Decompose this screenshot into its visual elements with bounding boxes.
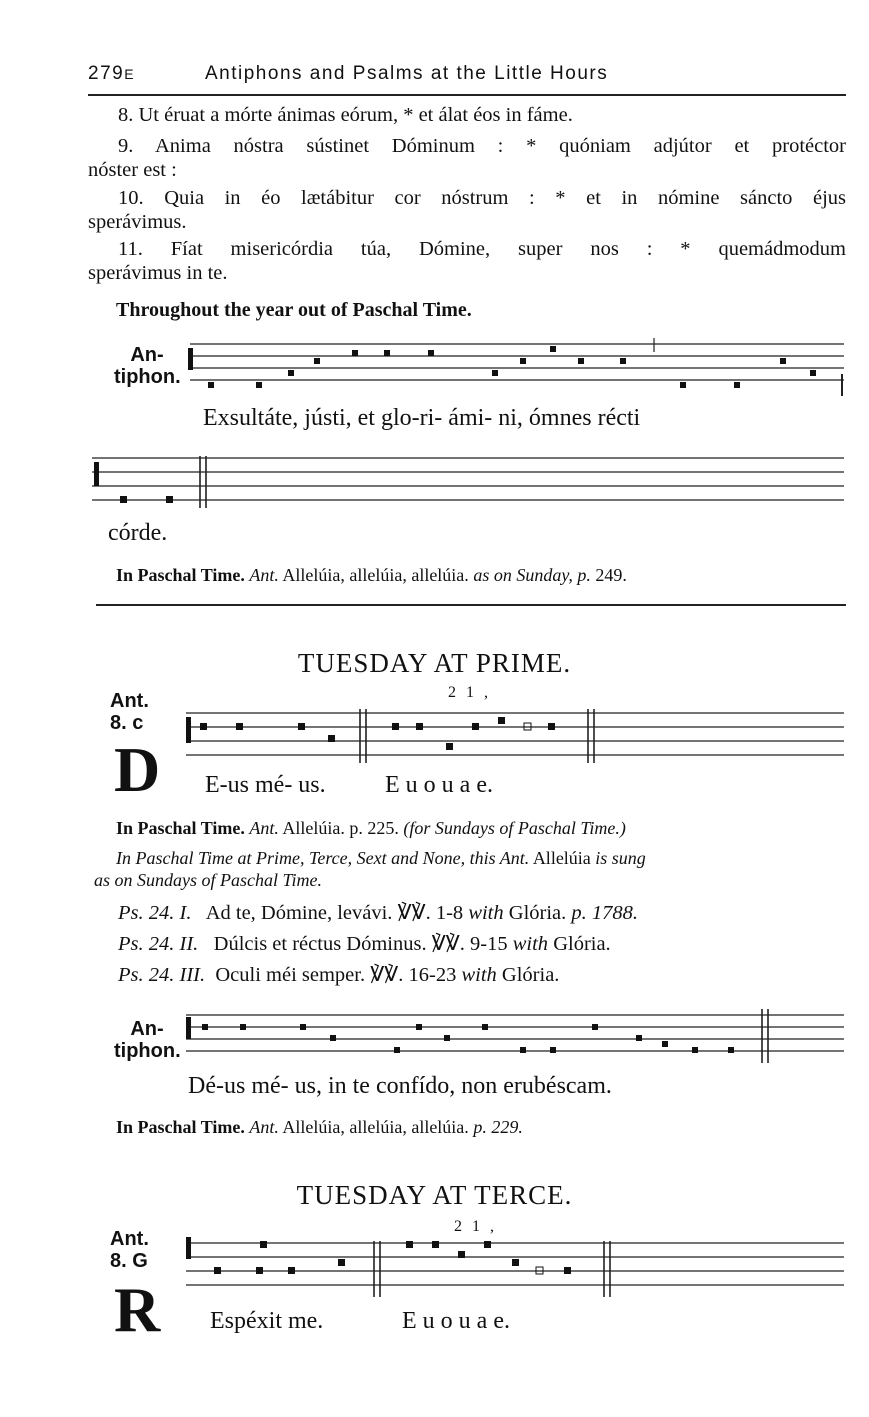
prime-initial: D [114,734,161,805]
antiphon1-lyric-2: córde. [108,520,168,546]
prime-numbers: 2 1 , [448,684,488,701]
prime-euouae: E u o u a e. [385,772,493,798]
psalm-line-1: Ps. 24. I. Ad te, Dómine, levávi. ℣℣. 1-8 with Glória. p. 1788. [118,902,639,924]
psalm-line-2: Ps. 24. II. Dúlcis et réctus Dóminus. ℣℣. 9-15 with Glória. [118,933,611,955]
terce-initial: R [114,1274,161,1345]
terce-title: TUESDAY AT TERCE. [296,1180,573,1210]
section-rule [96,604,846,606]
prime-paschal-2: In Paschal Time. Ant. Allelúia, allelúia, allelúia. p. 229. [116,1117,523,1137]
prime-paschal: In Paschal Time. Ant. Allelúia. p. 225. (for Sundays of Paschal Time.) [116,818,626,838]
antiphon-label: An- tiphon. [114,344,181,388]
terce-staff [180,1235,848,1303]
prime-note-2: as on Sundays of Paschal Time. [94,870,322,890]
antiphon1-staff [180,330,850,400]
page-number: 279E [88,63,136,84]
prime-ant-label: Ant. 8. c [110,690,149,734]
verse-8: 8. Ut éruat a mórte ánimas eórum, * et álat éos in fáme. [118,104,573,126]
prime-staff [180,705,848,767]
running-title: Antiphons and Psalms at the Little Hours [205,63,609,84]
terce-euouae: E u o u a e. [402,1308,510,1334]
verse-11: 11. Fíat misericórdia túa, Dómine, super nos : * quemádmodum sperávimus in te. [88,238,846,284]
antiphon1-lyric: Exsultáte, jústi, et glo-ri- ámi- ni, ómnes récti [203,405,641,431]
terce-ant-label: Ant. 8. G [110,1228,149,1272]
throughout-heading: Throughout the year out of Paschal Time. [116,299,472,321]
prime-lyric: E-us mé- us. [205,772,326,798]
verse-10: 10. Quia in éo lætábitur cor nóstrum : * et in nómine sáncto éjus sperávimus. [88,187,846,233]
prime-antiphon-staff [180,1005,848,1067]
antiphon1-staff-2 [88,452,848,512]
paschal-note-1: In Paschal Time. Ant. Allelúia, allelúia, allelúia. as on Sunday, p. 249. [116,565,627,585]
verse-9: 9. Anima nóstra sústinet Dóminum : * quóniam adjútor et protéctor nóster est : [88,135,846,181]
terce-lyric: Espéxit me. [210,1308,324,1334]
prime-antiphon-label: An- tiphon. [114,1018,181,1062]
prime-title: TUESDAY AT PRIME. [297,648,572,678]
psalm-line-3: Ps. 24. III. Oculi méi semper. ℣℣. 16-23 with Glória. [118,964,560,986]
prime-antiphon-lyric: Dé-us mé- us, in te confído, non erubéscam. [188,1073,612,1099]
prime-note: In Paschal Time at Prime, Terce, Sext and None, this Ant. Allelúia is sung [116,848,646,868]
terce-numbers: 2 1 , [454,1218,494,1235]
header-rule [88,94,846,96]
